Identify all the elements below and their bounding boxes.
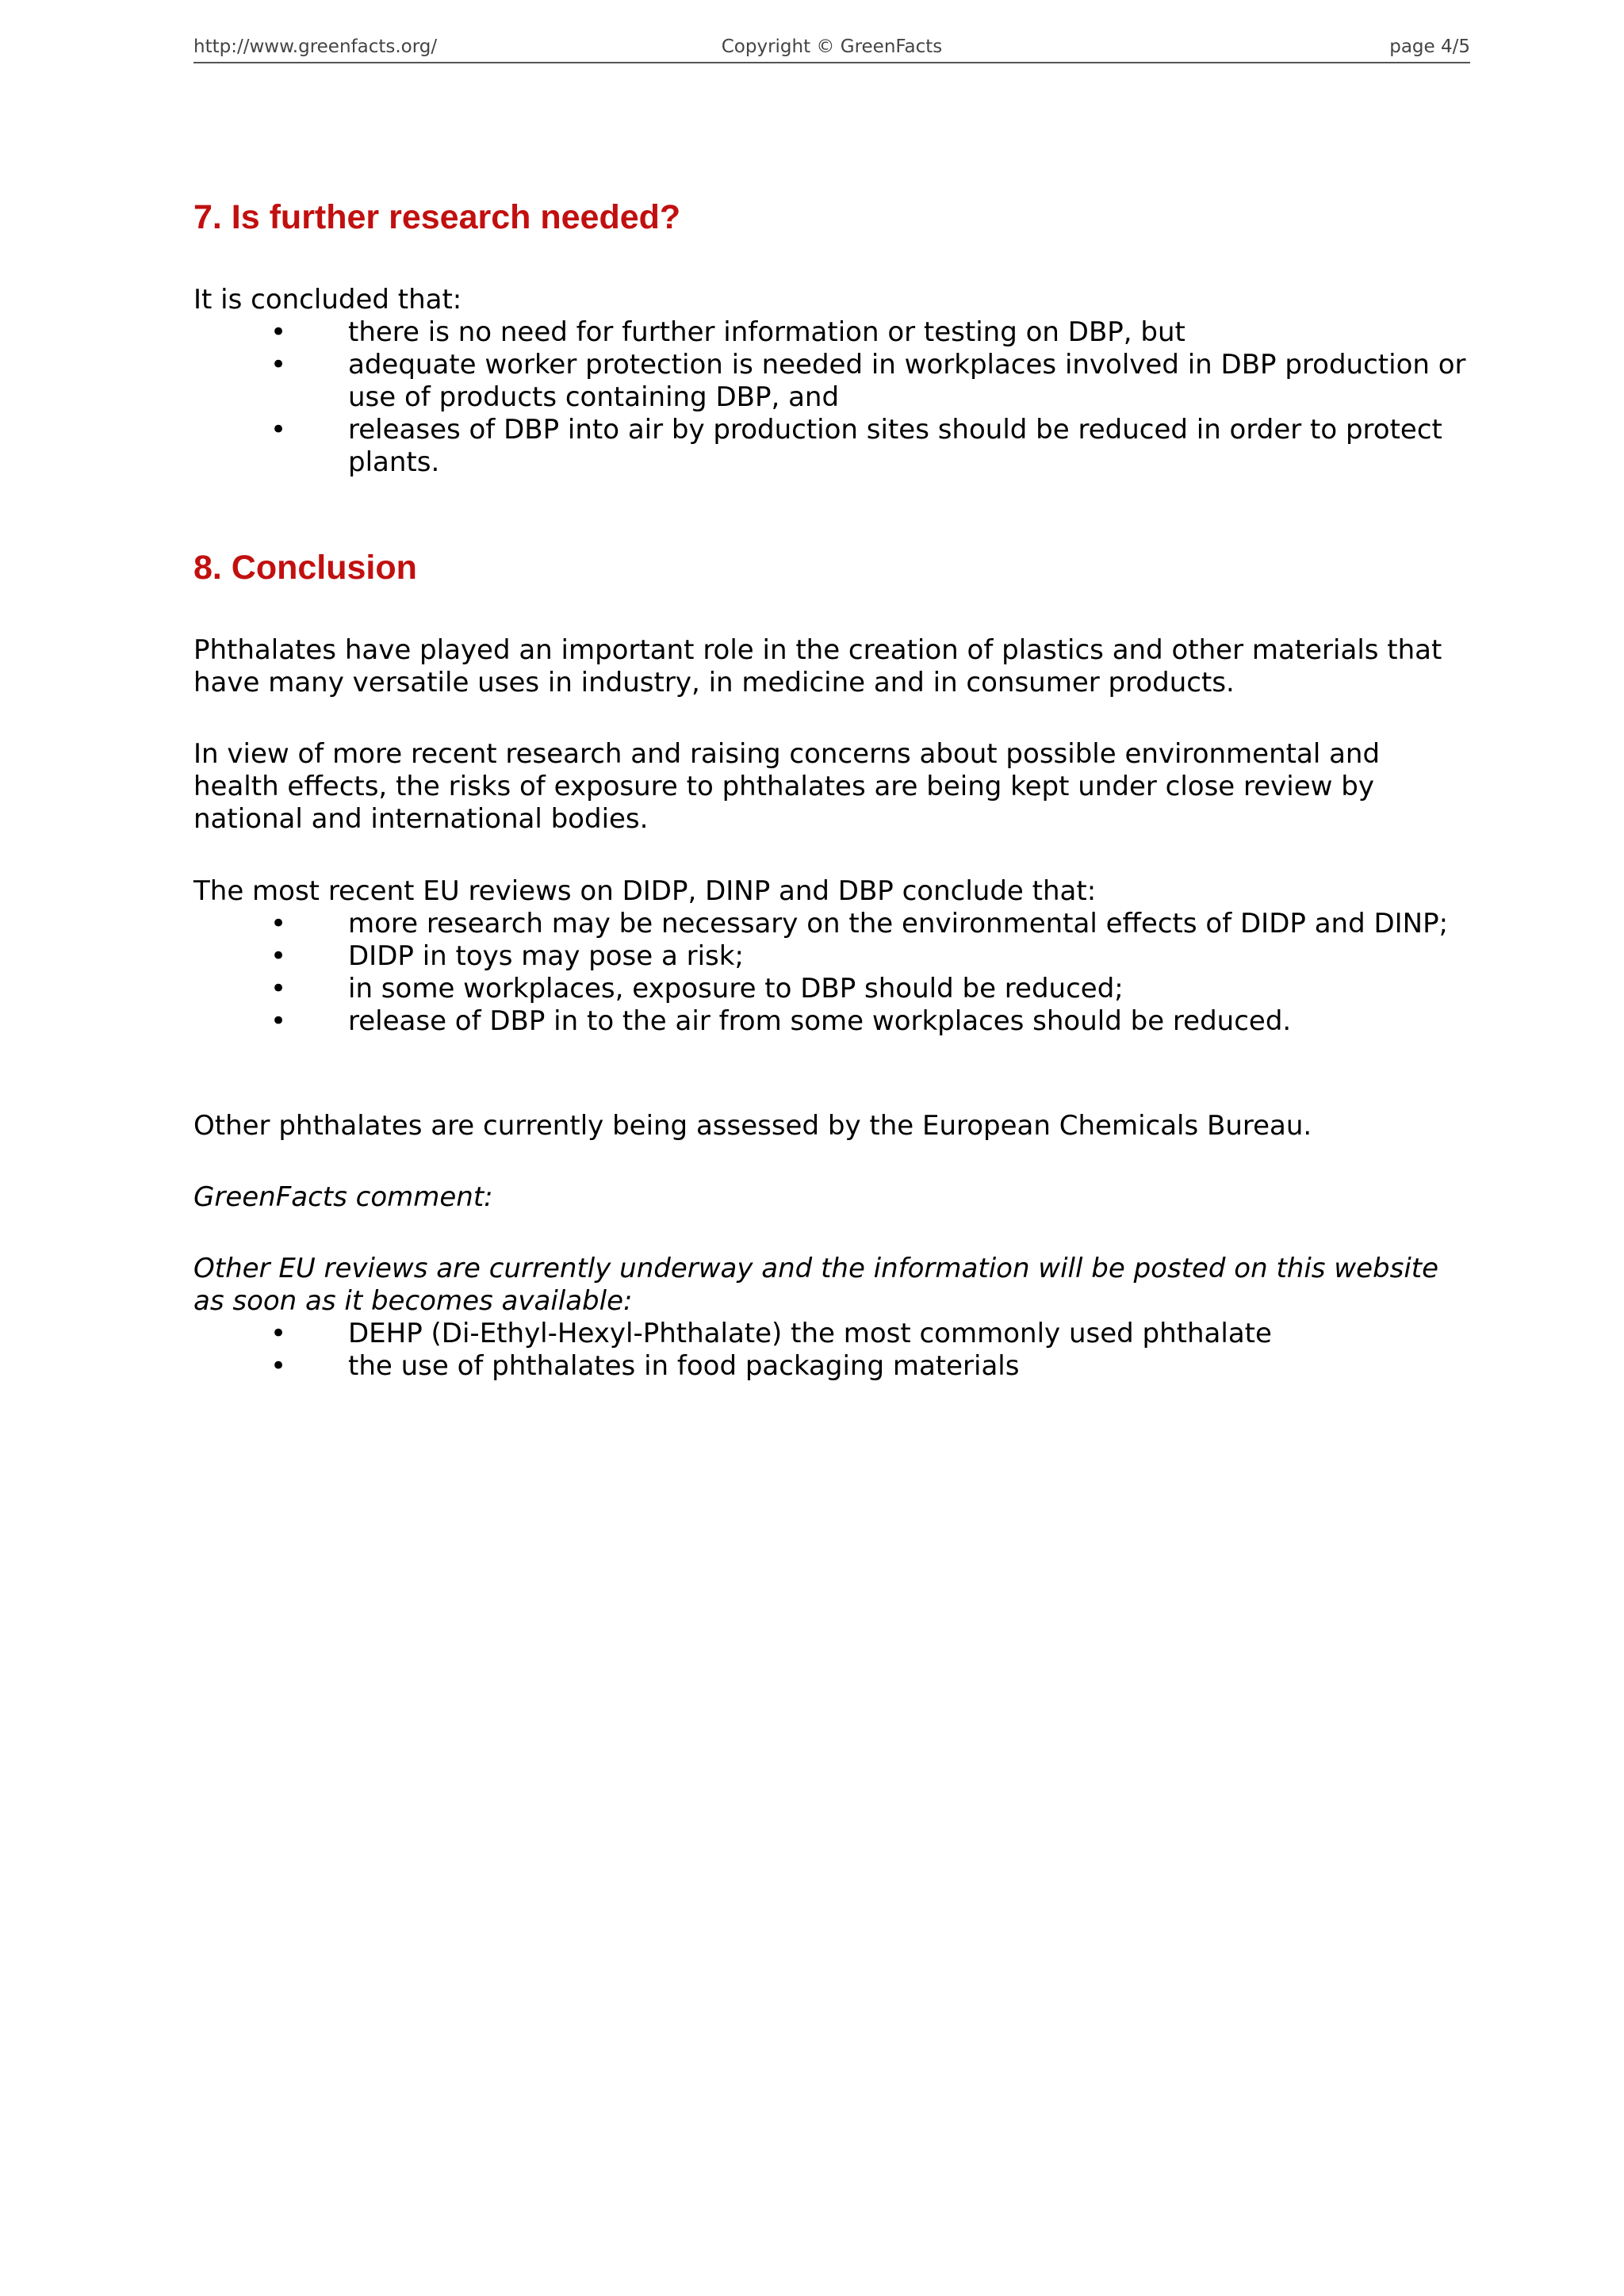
bullet-icon: • xyxy=(270,908,287,939)
list-item xyxy=(193,316,1470,349)
bullet-icon: • xyxy=(270,414,287,446)
list-item xyxy=(193,414,1470,479)
list-item xyxy=(193,1318,1470,1350)
bullet-icon: • xyxy=(270,973,287,1004)
list-item-text: in some workplaces, exposure to DBP should be reduced; xyxy=(348,973,1124,1004)
list-item-text: there is no need for further information or testing on DBP, but xyxy=(348,316,1185,348)
list-item-text: DEHP (Di-Ethyl-Hexyl-Phthalate) the most commonly used phthalate xyxy=(348,1318,1272,1349)
conclusion-paragraph-2: In view of more recent research and raising concerns about possible environmental and health effects, the risks of exposure to phthalates are being kept under close review by national and international bodies. xyxy=(193,738,1381,835)
conclusion-paragraph-4: Other phthalates are currently being assessed by the European Chemicals Bureau. xyxy=(193,1110,1312,1142)
list-item-text: releases of DBP into air by production sites should be reduced in order to protect plants. xyxy=(348,414,1442,478)
bullet-icon: • xyxy=(270,349,287,381)
list-item-text: DIDP in toys may pose a risk; xyxy=(348,940,744,972)
bullet-icon: • xyxy=(270,1005,287,1037)
greenfacts-comment-label: GreenFacts comment: xyxy=(193,1181,493,1213)
bullet-icon: • xyxy=(270,940,287,972)
list-item xyxy=(193,940,1470,973)
list-item xyxy=(193,908,1470,940)
greenfacts-comment-text: Other EU reviews are currently underway and the information will be posted on this website as soon as it becomes available: xyxy=(193,1253,1439,1317)
comment-bullet-list xyxy=(193,1318,1470,1383)
bullet-icon: • xyxy=(270,1350,287,1382)
conclusion-paragraph-3: The most recent EU reviews on DIDP, DINP and DBP conclude that: xyxy=(193,875,1097,907)
list-item xyxy=(193,349,1470,414)
list-item-text: more research may be necessary on the environmental effects of DIDP and DINP; xyxy=(348,908,1449,939)
section-7-heading: 7. Is further research needed? xyxy=(193,198,681,236)
list-item xyxy=(193,973,1470,1005)
conclusion-paragraph-1: Phthalates have played an important role in the creation of plastics and other materials that have many versatile uses in industry, in medicine and in consumer products. xyxy=(193,634,1442,698)
bullet-icon: • xyxy=(270,316,287,348)
header-copyright: Copyright © GreenFacts xyxy=(721,36,943,57)
bullet-icon: • xyxy=(270,1318,287,1349)
list-item xyxy=(193,1005,1470,1038)
header-url[interactable]: http://www.greenfacts.org/ xyxy=(193,36,438,57)
section-7-intro: It is concluded that: xyxy=(193,284,462,316)
list-item-text: adequate worker protection is needed in workplaces involved in DBP production or use of products containing DBP, and xyxy=(348,349,1466,413)
section-7-bullet-list xyxy=(193,316,1470,479)
list-item-text: release of DBP in to the air from some workplaces should be reduced. xyxy=(348,1005,1292,1037)
header-page-number: page 4/5 xyxy=(1389,36,1470,57)
page-header xyxy=(193,35,1470,63)
section-8-heading: 8. Conclusion xyxy=(193,549,417,587)
list-item xyxy=(193,1350,1470,1383)
conclusion-bullet-list xyxy=(193,908,1470,1038)
list-item-text: the use of phthalates in food packaging materials xyxy=(348,1350,1020,1382)
